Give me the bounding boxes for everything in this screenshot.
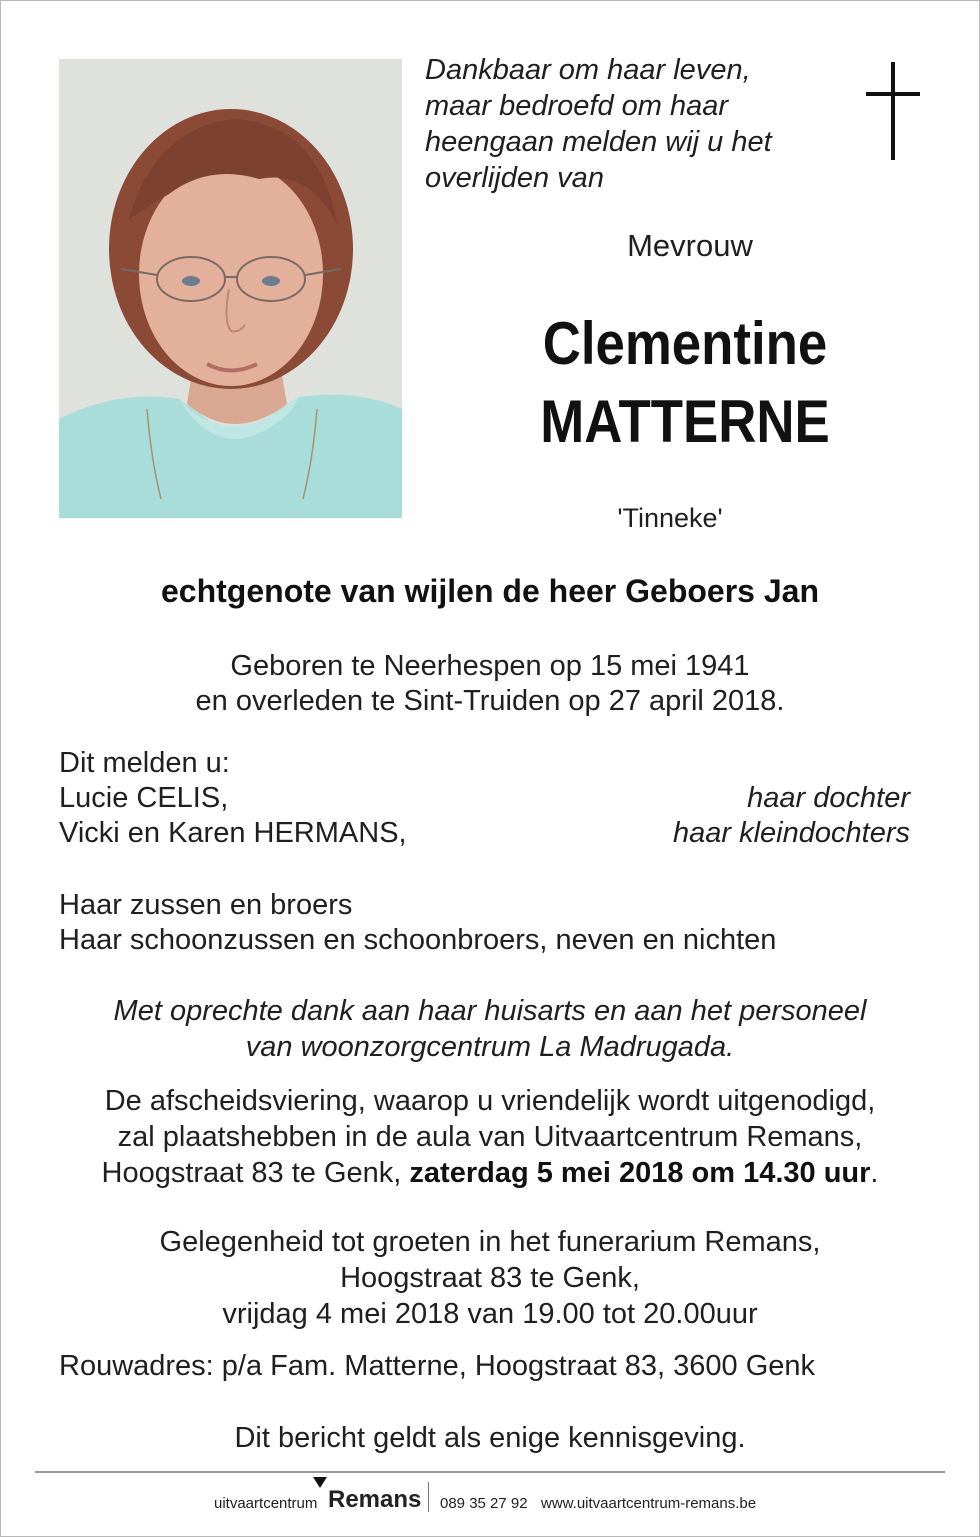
relative-relation: haar dochter (747, 782, 910, 814)
last-name: MATTERNE (540, 388, 830, 455)
ceremony-datetime: zaterdag 5 mei 2018 om 14.30 uur (409, 1157, 871, 1189)
visitation-line: Hoogstraat 83 te Genk, (340, 1262, 640, 1294)
thanks-line: van woonzorgcentrum La Madrugada. (245, 1031, 735, 1063)
announcers-heading: Dit melden u: (59, 747, 230, 779)
family-list (59, 888, 776, 958)
ceremony-line: De afscheidsviering, waarop u vriendelijk wordt uitgenodigd, (104, 1085, 876, 1117)
born-line: Geboren te Neerhespen op 15 mei 1941 (230, 650, 750, 682)
ceremony-line (40, 1155, 940, 1191)
family-line: Haar zussen en broers (59, 889, 353, 921)
triangle-marker-icon (313, 1477, 327, 1488)
thanks-text (40, 993, 940, 1065)
footer-separator (428, 1482, 429, 1512)
spouse-line: echtgenote van wijlen de heer Geboers Jan (161, 573, 819, 609)
intro-line: Dankbaar om haar leven, (425, 54, 751, 86)
ceremony-text (40, 1083, 940, 1191)
relative-name: Lucie CELIS, (59, 782, 229, 814)
intro-line: maar bedroefd om haar (425, 90, 729, 122)
visitation-text (40, 1224, 940, 1332)
footer-company-prefix: uitvaartcentrum (214, 1495, 318, 1512)
thanks-line: Met oprechte dank aan haar huisarts en aan het personeel (113, 995, 867, 1027)
footer-divider (35, 1471, 945, 1473)
died-line: en overleden te Sint-Truiden op 27 april 2018. (195, 685, 785, 717)
mourning-address: Rouwadres: p/a Fam. Matterne, Hoogstraat 83, 3600 Genk (59, 1350, 816, 1382)
intro-text (425, 52, 825, 196)
first-name: Clementine (542, 310, 828, 377)
nickname: 'Tinneke' (617, 503, 723, 533)
footer-company-name: Remans (328, 1486, 422, 1513)
ceremony-line: zal plaatshebben in de aula van Uitvaartcentrum Remans, (117, 1121, 863, 1153)
intro-line: heengaan melden wij u het (425, 126, 772, 158)
footer-phone: 089 35 27 92 (440, 1495, 528, 1512)
title-word: Mevrouw (627, 228, 753, 263)
visitation-line: Gelegenheid tot groeten in het funerarium Remans, (159, 1226, 821, 1258)
portrait-photo (59, 59, 402, 518)
family-line: Haar schoonzussen en schoonbroers, neven en nichten (59, 924, 777, 956)
cross-icon (862, 62, 924, 160)
intro-line: overlijden van (425, 162, 604, 194)
relative-name: Vicki en Karen HERMANS, (59, 817, 407, 849)
ceremony-period: . (870, 1157, 879, 1189)
footer-website[interactable]: www.uitvaartcentrum-remans.be (541, 1495, 757, 1512)
closing-line: Dit bericht geldt als enige kennisgeving. (234, 1422, 746, 1454)
visitation-line: vrijdag 4 mei 2018 van 19.00 tot 20.00uur (222, 1298, 758, 1330)
relative-relation: haar kleindochters (673, 817, 910, 849)
ceremony-location: Hoogstraat 83 te Genk, (101, 1157, 410, 1189)
